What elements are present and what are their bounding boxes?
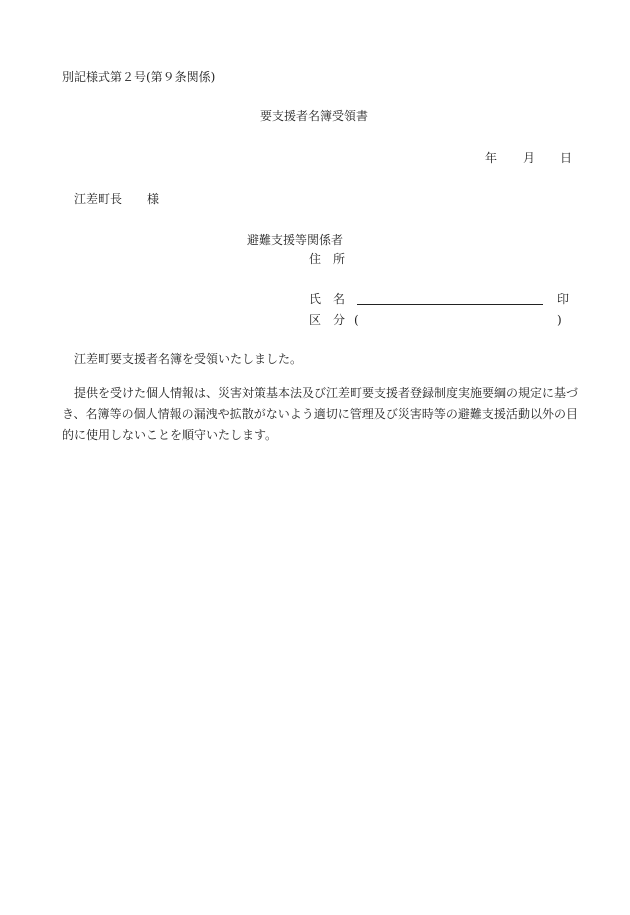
document-title: 要支援者名簿受領書: [260, 109, 369, 123]
receipt-statement: 江差町要支援者名簿を受領いたしました。: [74, 352, 303, 366]
address-label: 住 所: [309, 252, 346, 266]
name-label: 氏 名: [309, 292, 346, 306]
seal-label: 印: [557, 292, 570, 306]
pledge-statement: 提供を受けた個人情報は、災害対策基本法及び江差町要支援者登録制度実施要綱の規定に基づき、名簿等の個人情報の漏洩や拡散がないよう適切に管理及び災害時等の避難支援活動以外の目的に使用しないことを順守いたします。: [62, 386, 579, 442]
category-open-paren: (: [354, 313, 359, 327]
date-day-label: 日: [560, 151, 573, 165]
form-number: 別記様式第２号(第９条関係): [62, 70, 216, 84]
date-month-label: 月: [523, 151, 536, 165]
category-label: 区 分: [309, 313, 346, 327]
addressee-name: 江差町長: [74, 192, 123, 206]
category-close-paren: ): [557, 313, 562, 327]
submitter-heading: 避難支援等関係者: [247, 233, 344, 247]
date-year-label: 年: [485, 151, 498, 165]
addressee-honorific: 様: [147, 192, 160, 206]
name-signature-line: [357, 304, 543, 305]
